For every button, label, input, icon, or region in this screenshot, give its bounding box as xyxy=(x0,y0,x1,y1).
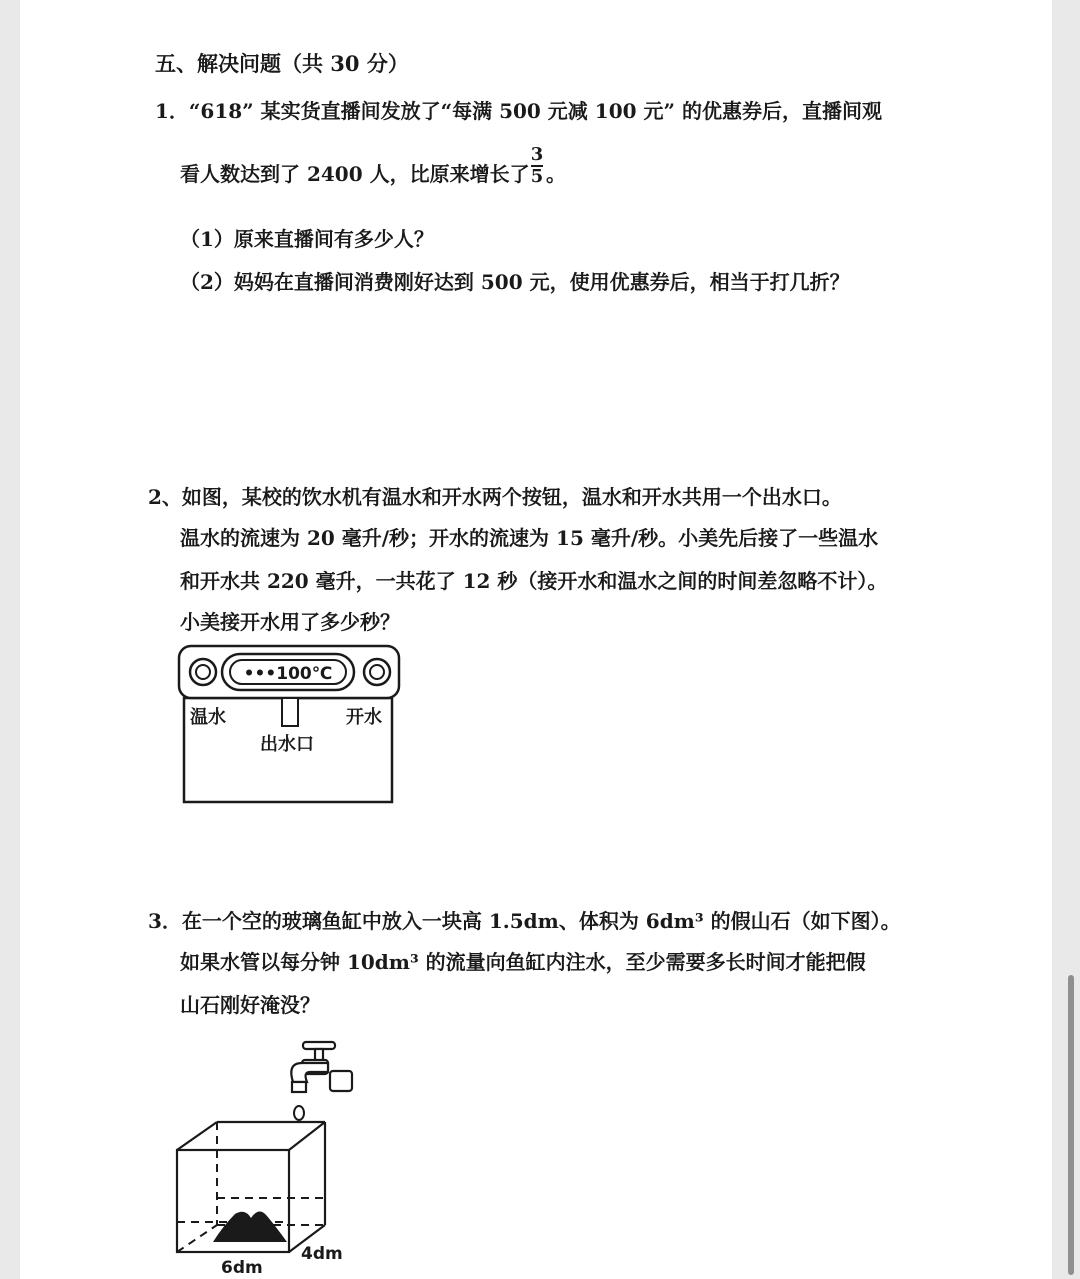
q2-line4: 小美接开水用了多少秒？ xyxy=(180,610,400,634)
q2-line2: 温水的流速为 20 毫升/秒；开水的流速为 15 毫升/秒。小美先后接了一些温水 xyxy=(180,526,879,550)
q1-fraction xyxy=(530,145,544,187)
q1-line2-tail: 。 xyxy=(546,162,566,186)
tank-length-label: 6dm xyxy=(221,1258,263,1275)
q2-line3: 和开水共 220 毫升，一共花了 12 秒（接开水和温水之间的时间差忽略不计）。 xyxy=(180,569,888,593)
rockery-stone xyxy=(213,1211,287,1242)
water-dispenser-figure xyxy=(170,640,405,810)
fraction-denominator: 5 xyxy=(530,166,544,187)
warm-water-label: 温水 xyxy=(190,707,226,728)
q1-line1: 1．“618” 某实货直播间发放了“每满 500 元减 100 元” 的优惠券后，直播间观 xyxy=(155,99,882,123)
fraction-numerator: 3 xyxy=(530,144,544,165)
water-outlet xyxy=(282,698,298,726)
faucet-icon xyxy=(291,1042,352,1092)
q1-sub2: （2）妈妈在直播间消费刚好达到 500 元，使用优惠券后，相当于打几折？ xyxy=(180,270,850,294)
temperature-display: •••100℃ xyxy=(243,664,333,684)
fish-tank-figure xyxy=(165,1030,375,1275)
tank-width-label: 4dm xyxy=(301,1244,343,1264)
section-heading: 五、解决问题（共 30 分） xyxy=(155,51,409,76)
q1-sub1: （1）原来直播间有多少人？ xyxy=(180,227,434,251)
q3-line1: 3．在一个空的玻璃鱼缸中放入一块高 1.5dm、体积为 6dm³ 的假山石（如下图）。 xyxy=(148,909,901,933)
q1-line2: 看人数达到了 2400 人，比原来增长了 xyxy=(180,162,530,186)
hot-water-label: 开水 xyxy=(346,707,382,728)
q3-line2: 如果水管以每分钟 10dm³ 的流量向鱼缸内注水，至少需要多长时间才能把假 xyxy=(180,950,866,974)
scrollbar-thumb[interactable] xyxy=(1068,975,1074,1275)
q3-line3: 山石刚好淹没？ xyxy=(180,993,320,1017)
q2-line1: 2、如图，某校的饮水机有温水和开水两个按钮，温水和开水共用一个出水口。 xyxy=(148,485,842,509)
outlet-label: 出水口 xyxy=(260,734,314,755)
water-drop xyxy=(294,1106,304,1120)
